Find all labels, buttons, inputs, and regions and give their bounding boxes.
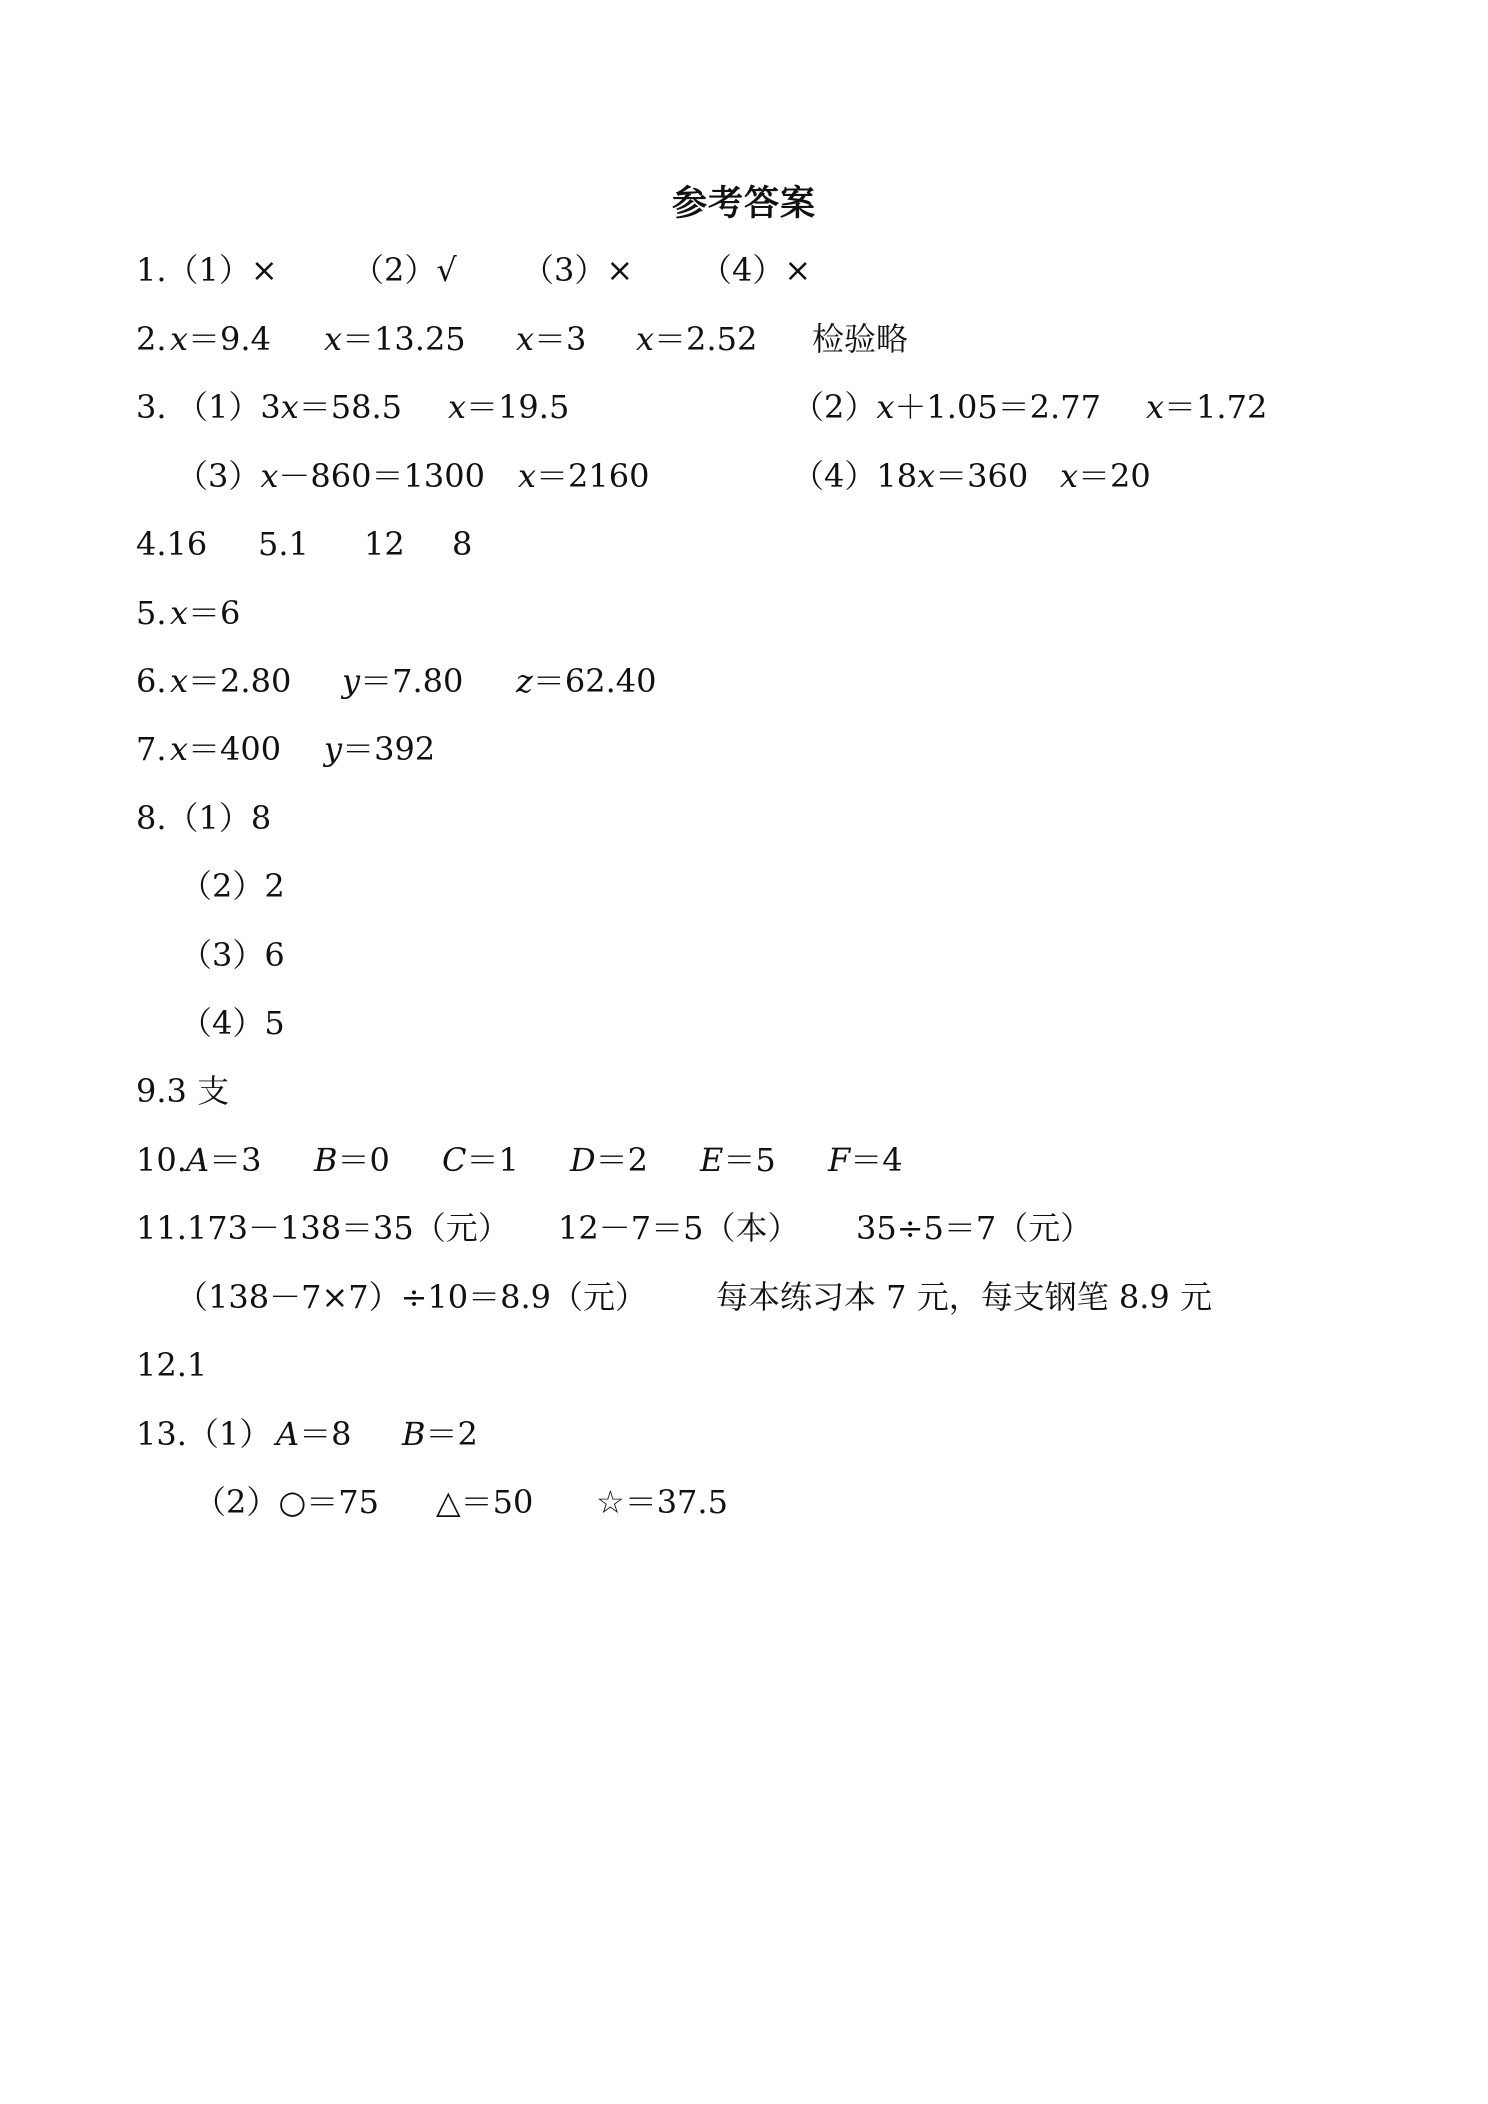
- variable: x: [170, 662, 189, 700]
- answer-2-note: 检验略: [812, 320, 909, 358]
- variable: y: [342, 662, 361, 700]
- answer-5-part-1: x＝6: [170, 594, 241, 632]
- answer-3-2-equation: （2）x＋1.05＝2.77: [792, 388, 1101, 426]
- answer-4-part-2: 5.1: [258, 525, 309, 563]
- answer-10-part-2: B＝0: [314, 1141, 390, 1179]
- answer-10-number: 10.: [136, 1141, 187, 1179]
- answer-13-part-2: B＝2: [402, 1415, 478, 1453]
- variable: x: [260, 457, 279, 495]
- variable: x: [170, 730, 189, 768]
- answer-3-number: 3.: [136, 388, 167, 426]
- variable: x: [876, 388, 895, 426]
- answer-11-part-1: 11.173－138＝35（元）: [136, 1209, 510, 1247]
- answer-2: [0, 315, 909, 363]
- variable: x: [170, 320, 189, 358]
- variable: A: [186, 1141, 210, 1179]
- answer-10-part-1: A＝3: [186, 1141, 262, 1179]
- answer-3-1-equation: （1）3x＝58.5: [176, 388, 403, 426]
- answer-10-part-6: F＝4: [828, 1141, 903, 1179]
- answer-8-row-1: [0, 794, 272, 842]
- answer-2-number: 2.: [136, 320, 167, 358]
- variable: x: [170, 594, 189, 632]
- answer-10-part-5: E＝5: [700, 1141, 776, 1179]
- answer-5: [0, 589, 241, 637]
- answer-13-row-2: [0, 1478, 728, 1526]
- answer-6-part-3: z＝62.40: [516, 662, 657, 700]
- answer-9-text: 9.3 支: [136, 1072, 230, 1110]
- variable: x: [1060, 457, 1079, 495]
- answer-2-part-1: x＝9.4: [170, 320, 271, 358]
- answer-13-triangle: △＝50: [436, 1483, 534, 1521]
- variable: x: [448, 388, 467, 426]
- answer-4-part-1: 4.16: [136, 525, 208, 563]
- answer-12-text: 12.1: [136, 1346, 208, 1384]
- answer-11-conclusion: 每本练习本 7 元，每支钢笔 8.9 元: [716, 1278, 1212, 1316]
- answer-3-row-1: [0, 383, 1268, 431]
- page-title: 参考答案: [671, 183, 816, 224]
- answer-7-part-1: x＝400: [170, 730, 282, 768]
- answer-1-part-1: 1.（1）×: [136, 251, 278, 289]
- answer-13-number: 13.（1）: [136, 1415, 272, 1453]
- variable: x: [917, 457, 936, 495]
- answer-2-part-4: x＝2.52: [636, 320, 758, 358]
- answer-1-part-3: （3）×: [522, 251, 634, 289]
- answer-4: [0, 520, 473, 568]
- variable: y: [324, 730, 343, 768]
- answer-6-number: 6.: [136, 662, 167, 700]
- variable: C: [442, 1141, 467, 1179]
- answer-11-part-2: 12－7＝5（本）: [558, 1209, 800, 1247]
- answer-6-part-2: y＝7.80: [342, 662, 464, 700]
- answer-6-part-1: x＝2.80: [170, 662, 292, 700]
- answer-2-part-2: x＝13.25: [324, 320, 466, 358]
- answer-12: [0, 1341, 208, 1389]
- variable: z: [516, 662, 533, 700]
- answer-3-2-solution: x＝1.72: [1146, 388, 1268, 426]
- variable: D: [570, 1141, 596, 1179]
- answer-13-circle: （2）○＝75: [194, 1483, 380, 1521]
- answer-8-row-2: [0, 862, 285, 910]
- answer-3-row-2: [0, 452, 1151, 500]
- answer-4-part-3: 12: [364, 525, 405, 563]
- answer-1: [0, 246, 812, 294]
- variable: x: [1146, 388, 1165, 426]
- answer-3-3-equation: （3）x－860＝1300: [176, 457, 485, 495]
- answer-8-part-4: （4）5: [180, 1004, 285, 1042]
- variable: E: [700, 1141, 724, 1179]
- variable: x: [516, 320, 535, 358]
- answer-8-part-3: （3）6: [180, 936, 285, 974]
- variable: x: [324, 320, 343, 358]
- answer-13-part-1: A＝8: [276, 1415, 352, 1453]
- answer-4-part-4: 8: [452, 525, 473, 563]
- answer-8-part-2: （2）2: [180, 867, 285, 905]
- variable: B: [314, 1141, 338, 1179]
- answer-10: [0, 1136, 903, 1184]
- answer-13-star: ☆＝37.5: [596, 1483, 728, 1521]
- answer-11-row-2: [0, 1273, 1212, 1321]
- answer-3-4-solution: x＝20: [1060, 457, 1151, 495]
- answer-3-3-solution: x＝2160: [518, 457, 650, 495]
- answer-2-part-3: x＝3: [516, 320, 587, 358]
- answer-11-part-4: （138－7×7）÷10＝8.9（元）: [176, 1278, 648, 1316]
- variable: x: [280, 388, 299, 426]
- answer-1-part-2: （2）√: [352, 251, 457, 289]
- variable: x: [636, 320, 655, 358]
- answer-1-part-4: （4）×: [700, 251, 812, 289]
- answer-10-part-3: C＝1: [442, 1141, 519, 1179]
- answer-8-part-1: 8.（1）8: [136, 799, 272, 837]
- answer-7-number: 7.: [136, 730, 167, 768]
- variable: F: [828, 1141, 851, 1179]
- variable: A: [276, 1415, 300, 1453]
- answer-6: [0, 657, 657, 705]
- answer-8-row-4: [0, 999, 285, 1047]
- answer-3-4-equation: （4）18x＝360: [792, 457, 1029, 495]
- answer-7: [0, 725, 436, 773]
- answer-5-number: 5.: [136, 594, 167, 632]
- variable: x: [518, 457, 537, 495]
- answer-8-row-3: [0, 931, 285, 979]
- answer-11-part-3: 35÷5＝7（元）: [856, 1209, 1093, 1247]
- variable: B: [402, 1415, 426, 1453]
- answer-9: [0, 1067, 230, 1115]
- answer-13-row-1: [0, 1410, 478, 1458]
- answer-11-row-1: [0, 1204, 1093, 1252]
- answer-7-part-2: y＝392: [324, 730, 436, 768]
- answer-10-part-4: D＝2: [570, 1141, 649, 1179]
- answer-3-1-solution: x＝19.5: [448, 388, 570, 426]
